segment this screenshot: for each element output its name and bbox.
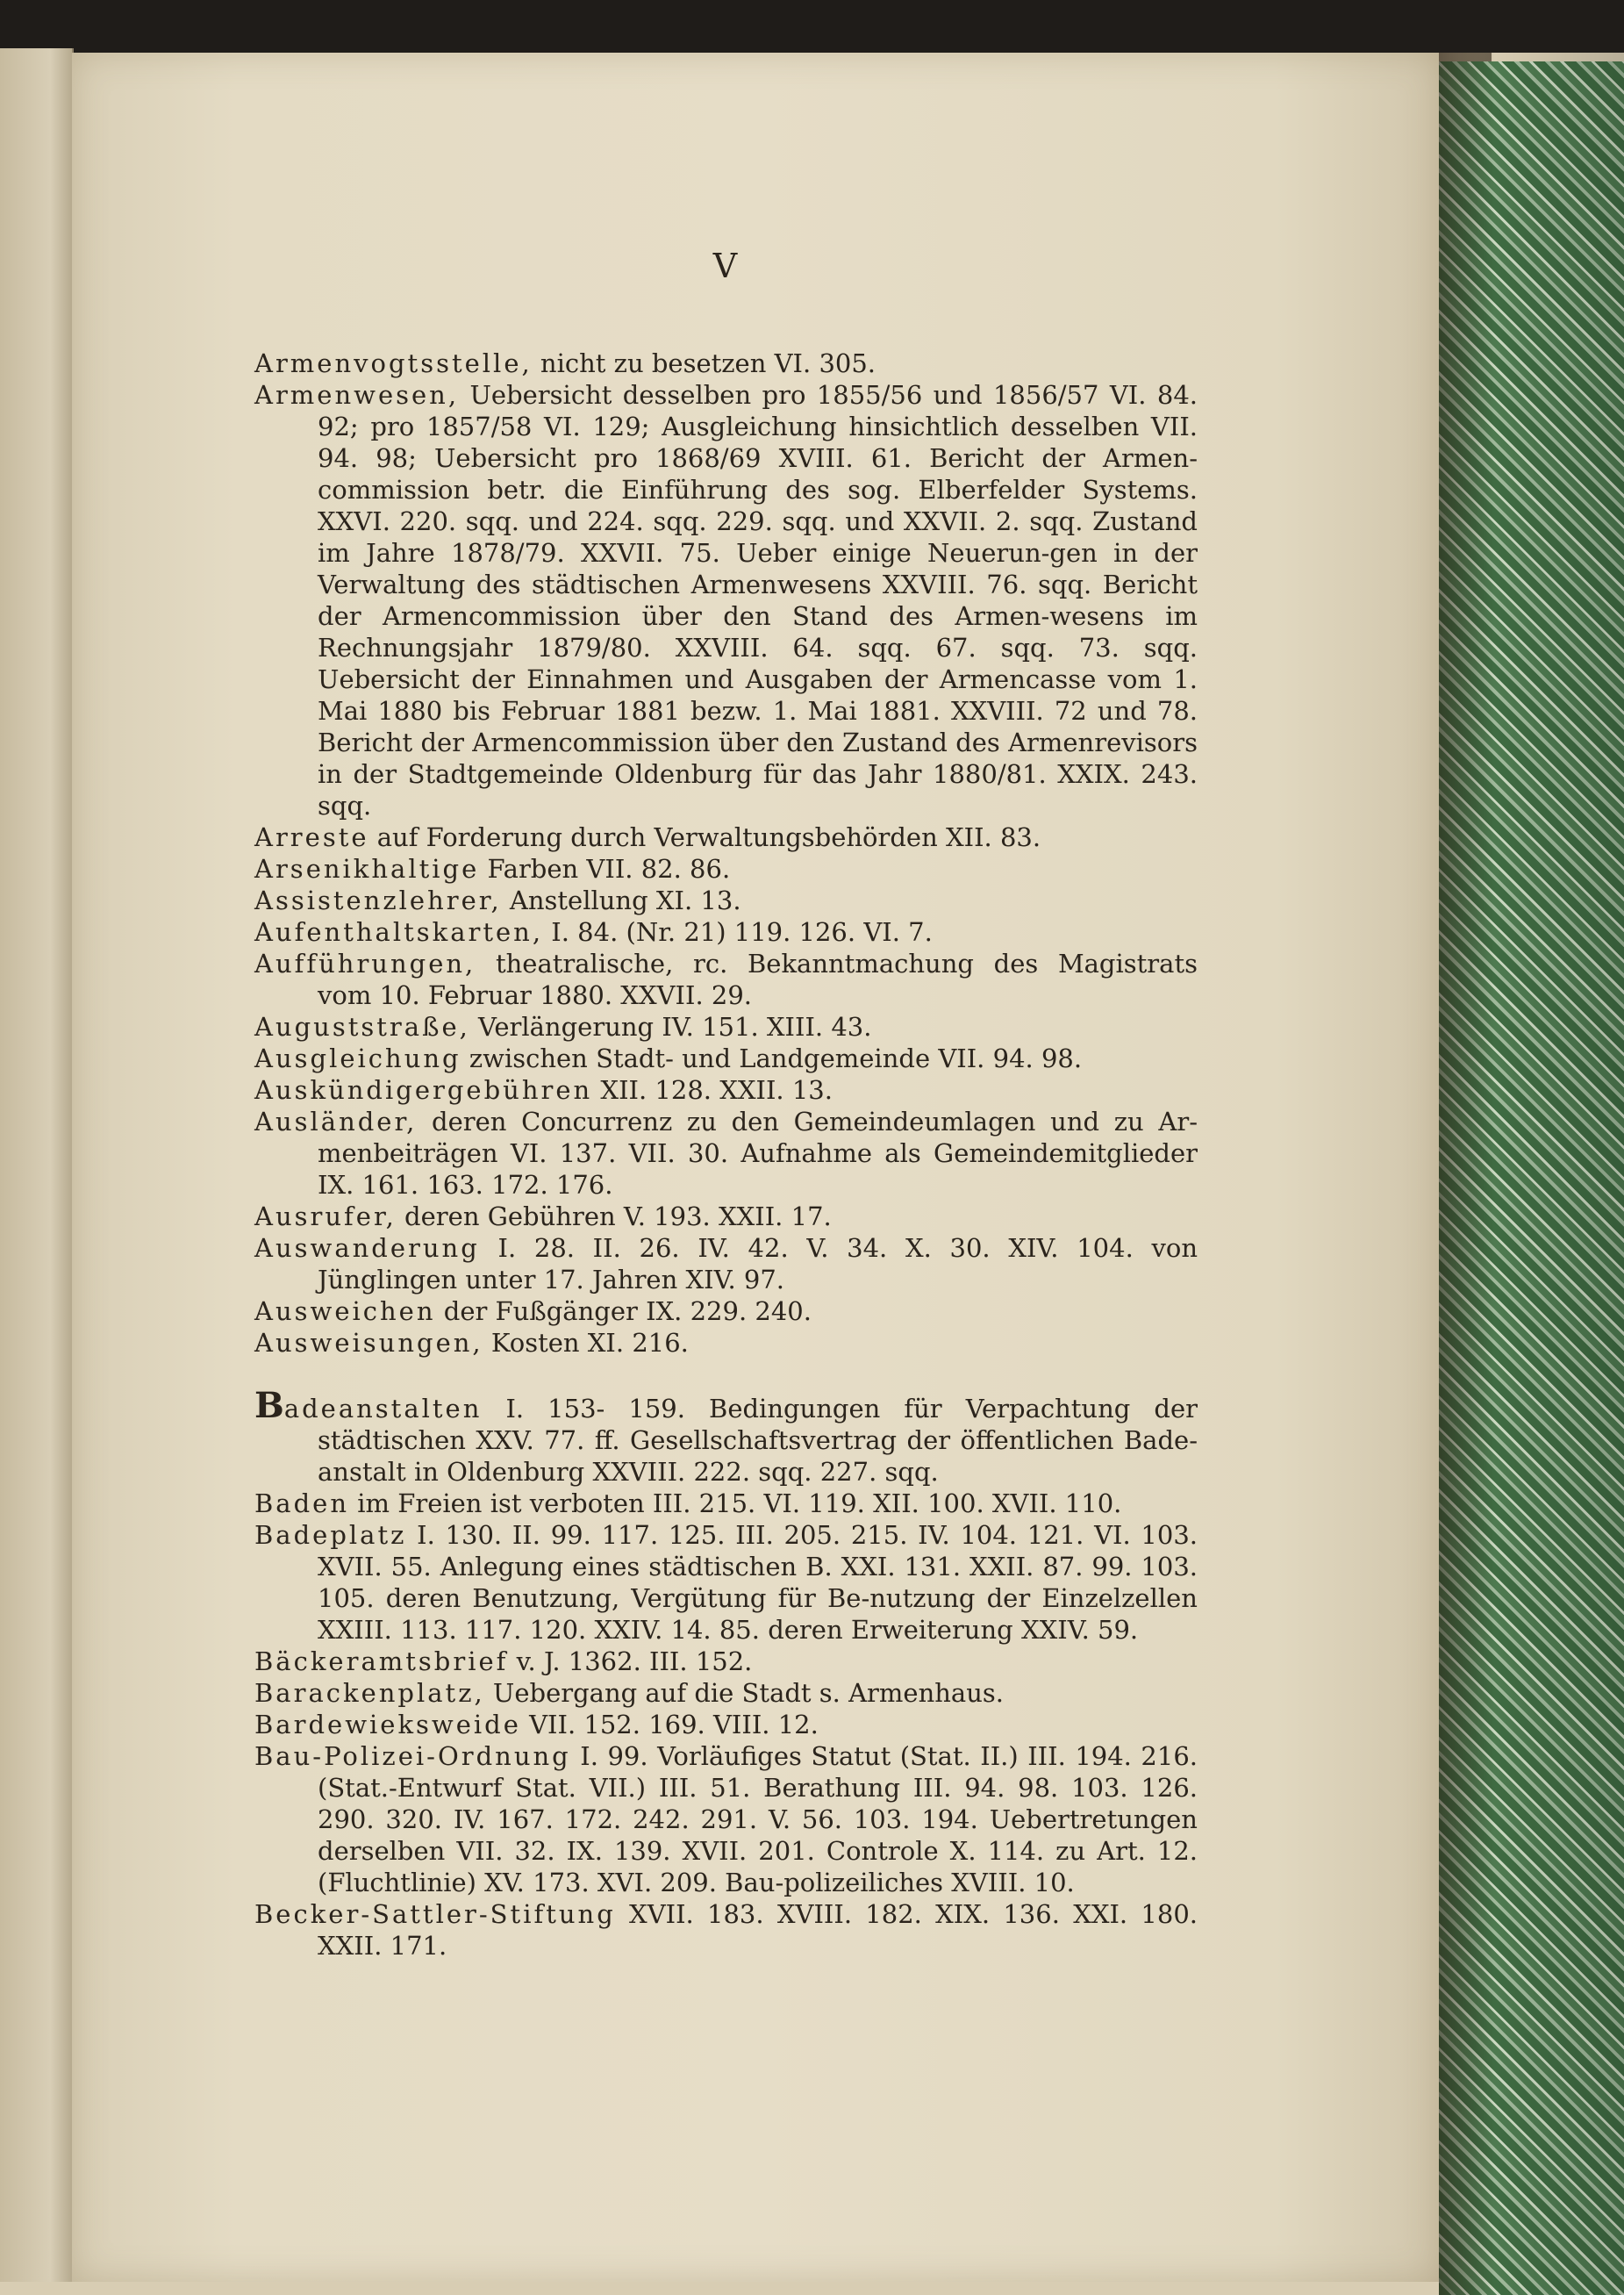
section-b-entries [254, 1385, 1198, 1962]
previous-page-edge [0, 48, 74, 2282]
index-entry: Armenvogtsstelle, nicht zu besetzen VI. 305. [254, 348, 876, 378]
index-entry: Ausländer, deren Concurrenz zu den Gemeindeumlagen und zu Ar-menbeiträgen VI. 137. VII. 30. Aufnahme als Gemeindemitglieder IX. 161. 163. 172. 176. [254, 1107, 1198, 1200]
index-entry: Arreste auf Forderung durch Verwaltungsbehörden XII. 83. [254, 822, 1041, 852]
index-entry: Bau-Polizei-Ordnung I. 99. Vorläufiges Statut (Stat. II.) III. 194. 216. (Stat.-Entwurf Stat. VII.) III. 51. Berathung III. 94. 98. 103. 126. 290. 320. IV. 167. 172. 242. 291. V. 56. 103. 194. Uebertretungen derselben VII. 32. IX. 139. XVII. 201. Controle X. 114. zu Art. 12. (Fluchtlinie) XV. 173. XVI. 209. Bau-polizeiliches XVIII. 10. [254, 1741, 1198, 1897]
scan-background-top [0, 0, 1624, 53]
index-text [254, 247, 1198, 1962]
index-entry: Arsenikhaltige Farben VII. 82. 86. [254, 854, 731, 884]
index-entry: Bardewieksweide VII. 152. 169. VIII. 12. [254, 1710, 819, 1739]
cover-shadow [1439, 53, 1624, 2295]
section-gap [254, 1359, 1198, 1390]
index-entry: Auguststraße, Verlängerung IV. 151. XIII. 43. [254, 1012, 872, 1042]
index-entry: Becker-Sattler-Stiftung XVII. 183. XVIII. 182. XIX. 136. XXI. 180. XXII. 171. [254, 1899, 1198, 1961]
index-entry: Assistenzlehrer, Anstellung XI. 13. [254, 886, 741, 915]
index-entry: Baden im Freien ist verboten III. 215. VI. 119. XII. 100. XVII. 110. [254, 1488, 1122, 1518]
index-entry: Ausgleichung zwischen Stadt- und Landgemeinde VII. 94. 98. [254, 1044, 1083, 1073]
index-entry: Ausweichen der Fußgänger IX. 229. 240. [254, 1296, 812, 1326]
index-entry: Badeplatz I. 130. II. 99. 117. 125. III. 205. 215. IV. 104. 121. VI. 103. XVII. 55. Anlegung eines städtischen B. XXI. 131. XXII. 87. 99. 103. 105. deren Benutzung, Vergütung für Be-nutzung der Einzelzellen XXIII. 113. 117. 120. XXIV. 14. 85. deren Erweiterung XXIV. 59. [254, 1520, 1198, 1645]
index-entry: Ausweisungen, Kosten XI. 216. [254, 1328, 689, 1358]
index-entry: Aufenthaltskarten, I. 84. (Nr. 21) 119. 126. VI. 7. [254, 917, 933, 947]
index-entry: Barackenplatz, Uebergang auf die Stadt s. Armenhaus. [254, 1678, 1005, 1708]
index-entry: Bäckeramtsbrief v. J. 1362. III. 152. [254, 1646, 753, 1676]
index-entry: Aufführungen, theatralische, rc. Bekanntmachung des Magistrats vom 10. Februar 1880. XXVII. 29. [254, 949, 1198, 1010]
page-number: V [712, 247, 740, 285]
index-entry: Auswanderung I. 28. II. 26. IV. 42. V. 34. X. 30. XIV. 104. von Jünglingen unter 17. Jahren XIV. 97. [254, 1233, 1198, 1295]
section-a-entries [254, 348, 1198, 1359]
index-entry: Auskündigergebühren XII. 128. XXII. 13. [254, 1075, 833, 1105]
index-entry: Armenwesen, Uebersicht desselben pro 1855/56 und 1856/57 VI. 84. 92; pro 1857/58 VI. 129; Ausgleichung hinsichtlich desselben VII. 94. 98; Uebersicht pro 1868/69 XVIII. 61. Bericht der Armen-commission betr. die Einführung des sog. Elberfelder Systems. XXVI. 220. sqq. und 224. sqq. 229. sqq. und XXVII. 2. sqq. Zustand im Jahre 1878/79. XXVII. 75. Ueber einige Neuerun-gen in der Verwaltung des städtischen Armenwesens XXVIII. 76. sqq. Bericht der Armencommission über den Stand des Armen-wesens im Rechnungsjahr 1879/80. XXVIII. 64. sqq. 67. sqq. 73. sqq. Uebersicht der Einnahmen und Ausgaben der Armencasse vom 1. Mai 1880 bis Februar 1881 bezw. 1. Mai 1881. XXVIII. 72 und 78. Bericht der Armencommission über den Zustand des Armenrevisors in der Stadtgemeinde Oldenburg für das Jahr 1880/81. XXIX. 243. sqq. [254, 380, 1198, 821]
index-entry: Ausrufer, deren Gebühren V. 193. XXII. 17. [254, 1201, 832, 1231]
index-entry: Badeanstalten I. 153- 159. Bedingungen für Verpachtung der städtischen XXV. 77. ff. Gesellschaftsvertrag der öffentlichen Bade-anstalt in Oldenburg XXVIII. 222. sqq. 227. sqq. [254, 1385, 1198, 1487]
section-initial: B [254, 1385, 284, 1426]
